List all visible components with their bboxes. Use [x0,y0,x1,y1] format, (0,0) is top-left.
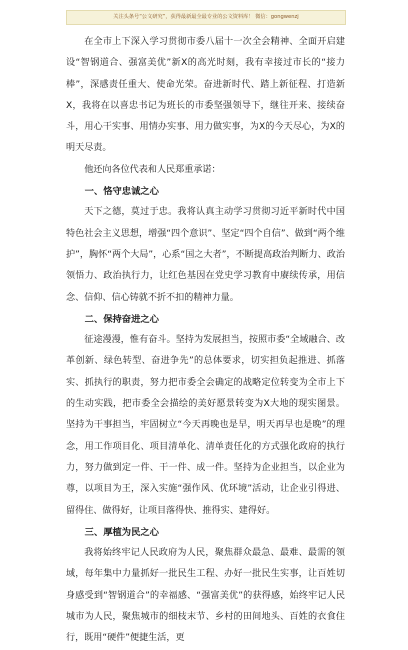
section-heading-1: 一、恪守忠诚之心 [84,186,159,198]
paragraph-section-2: 征途漫漫，惟有奋斗。坚持为发展担当，按照市委“全域融合、改革创新、绿色转型、奋进争先”的总体要求，切实担负起推进、抓落实、抓执行的职责，努力把市委全会确定的战略定位转变为全市上下的生动实践，把市委全会描绘的美好愿景转变为X大地的现实图景。坚持为干事担当，牢固树立“今天再晚也是早，明天再早也是晚”的理念，用工作项目化、项目清单化、清单责任化的方式强化政府的执行力，努力做到定一件、干一件、成一件。坚持为企业担当，以企业为尊，以项目为王，深入实施“强作风、优环境”活动，让企业引得进、留得住、做得好，让项目落得快、推得实、建得好。 [66,335,345,516]
paragraph-intro: 在全市上下深入学习贯彻市委八届十一次全会精神、全面开启建设“智钢道合、强富美优”新X的高光时刻，我有幸接过市长的“接力棒”，深感责任重大、使命光荣。奋进新时代、踏上新征程、打造新X，我将在以喜忠书记为班长的市委坚强领导下，继往开来、接续奋斗，用心干实事、用情办实事、用力做实事，为X的今天尽心，为X的明天尽责。 [66,37,345,154]
paragraph-section-3: 我将始终牢记人民政府为人民，聚焦群众最急、最难、最需的领域，每年集中力量抓好一批民生工程、办好一批民生实事，让百姓切身感受到“智钢道合”的幸福感、“强富美优”的获得感，始终牢记人民城市为人民，聚焦城市的细枝末节、乡村的田间地头、百姓的衣食住行，既用“硬件”便捷生活，更 [66,548,345,644]
document-body [66,32,345,650]
header-banner: 关注头条号“公文研究”，获得最新最全最专业的公文资料库！ 微信：gongwenzj [66,10,346,25]
section-heading-3: 三、厚植为民之心 [84,526,159,538]
paragraph-section-1: 天下之德，莫过于忠。我将认真主动学习贯彻习近平新时代中国特色社会主义思想，增强“四个意识”、坚定“四个自信”、做到“两个维护”，胸怀“两个大局”，心系“国之大者”，不断提高政治判断力、政治领悟力、政治执行力，让红色基因在党史学习教育中赓续传承，用信念、信仰、信心铸就不折不扣的精神力量。 [66,207,345,303]
section-heading-2: 二、保持奋进之心 [84,313,159,325]
paragraph-commitment-lead: 他还向各位代表和人民郑重承诺： [84,164,221,175]
